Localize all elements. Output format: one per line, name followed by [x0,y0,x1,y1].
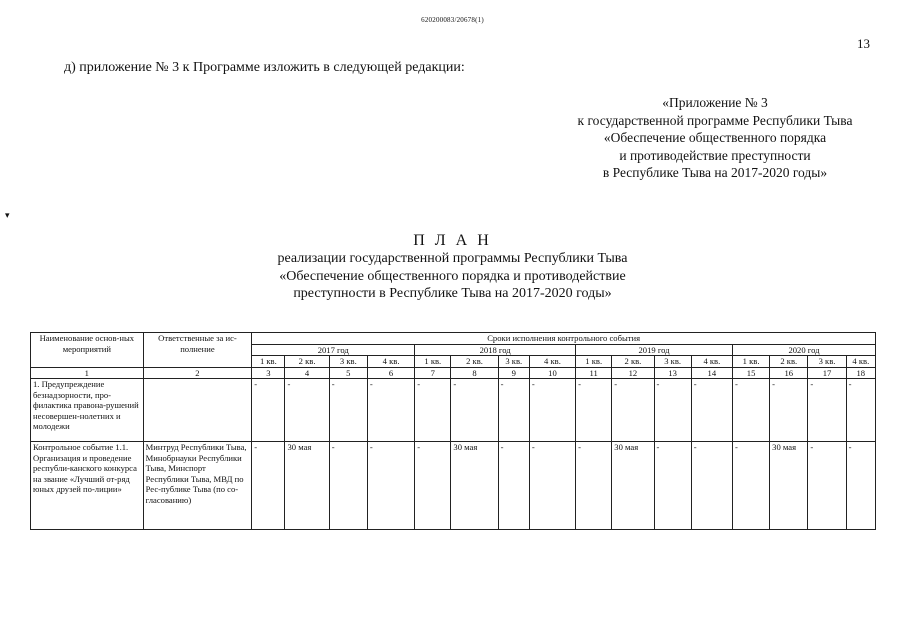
schedule-cell: - [252,379,285,442]
plan-subtitle-line: реализации государственной программы Республики Тыва [277,251,628,266]
column-number: 1 [31,367,144,379]
plan-title: П Л А Н [413,232,492,249]
column-number: 5 [329,367,367,379]
column-number: 6 [367,367,414,379]
header-quarter: 1 кв. [252,356,285,368]
schedule-cell: - [451,379,498,442]
header-quarter: 2 кв. [770,356,808,368]
schedule-cell: - [846,442,875,530]
schedule-cell: 30 мая [451,442,498,530]
responsible [143,379,252,442]
schedule-cell: - [415,442,451,530]
header-quarter: 4 кв. [691,356,732,368]
column-number: 9 [498,367,529,379]
schedule-cell: - [732,379,769,442]
column-number: 8 [451,367,498,379]
schedule-cell: - [498,379,529,442]
header-col-responsible: Ответственные за ис-полнение [143,333,252,368]
schedule-cell: 30 мая [285,442,329,530]
header-quarter: 4 кв. [367,356,414,368]
schedule-cell: - [808,442,846,530]
header-quarter: 1 кв. [415,356,451,368]
activity-name: Контрольное событие 1.1. Организация и проведение республи-канского конкурса на звание «Лучший от-ряд юных друзей по-лиции» [31,442,144,530]
schedule-cell: - [576,442,612,530]
column-number: 11 [576,367,612,379]
header-quarter: 2 кв. [451,356,498,368]
plan-table-body [31,333,876,530]
schedule-cell: - [846,379,875,442]
schedule-cell: - [367,442,414,530]
schedule-cell: - [808,379,846,442]
header-row-period [31,333,876,345]
column-number: 4 [285,367,329,379]
header-year: 2018 год [415,344,576,356]
plan-subtitle-line: преступности в Республике Тыва на 2017-2020 годы» [293,286,612,301]
header-quarter: 3 кв. [808,356,846,368]
column-number: 16 [770,367,808,379]
schedule-cell: - [654,379,691,442]
schedule-cell: - [612,379,654,442]
table-row [31,442,876,530]
header-quarter: 2 кв. [285,356,329,368]
appendix-line: «Обеспечение общественного порядка [603,130,827,145]
header-row-column-numbers [31,367,876,379]
schedule-cell: - [529,442,575,530]
margin-mark: ▾ [5,210,10,220]
schedule-cell: - [654,442,691,530]
header-quarter: 3 кв. [329,356,367,368]
document-id: 620200083/20678(1) [421,16,484,24]
responsible: Минтруд Республики Тыва, Минобрнауки Республики Тыва, Минспорт Республики Тыва, МВД по Рес-публике Тыва (по со-гласованию) [143,442,252,530]
header-quarter: 2 кв. [612,356,654,368]
plan-table [30,332,876,530]
header-col-activities: Наименование основ-ных мероприятий [31,333,144,368]
column-number: 15 [732,367,769,379]
appendix-line: в Республике Тыва на 2017-2020 годы» [602,165,828,180]
table-row [31,379,876,442]
plan-subtitle [160,250,745,303]
schedule-cell: - [576,379,612,442]
schedule-cell: - [770,379,808,442]
appendix-header [520,94,905,182]
schedule-cell: - [529,379,575,442]
plan-subtitle-line: «Обеспечение общественного порядка и противодействие [279,268,626,284]
appendix-line: к государственной программе Республики Тыва [577,112,853,128]
column-number: 14 [691,367,732,379]
schedule-cell: - [415,379,451,442]
appendix-line: и противодействие преступности [619,147,811,163]
schedule-cell: 30 мая [770,442,808,530]
column-number: 7 [415,367,451,379]
column-number: 12 [612,367,654,379]
schedule-cell: 30 мая [612,442,654,530]
header-quarter: 4 кв. [846,356,875,368]
header-quarter: 4 кв. [529,356,575,368]
page-number: 13 [857,36,870,51]
column-number: 18 [846,367,875,379]
schedule-cell: - [252,442,285,530]
header-period: Сроки исполнения контрольного события [252,333,876,345]
header-quarter: 1 кв. [732,356,769,368]
schedule-cell: - [367,379,414,442]
header-quarter: 3 кв. [654,356,691,368]
header-year: 2017 год [252,344,415,356]
header-quarter: 3 кв. [498,356,529,368]
header-year: 2020 год [732,344,875,356]
column-number: 17 [808,367,846,379]
column-number: 2 [143,367,252,379]
header-quarter: 1 кв. [576,356,612,368]
schedule-cell: - [329,379,367,442]
intro-line: д) приложение № 3 к Программе изложить в следующей редакции: [64,60,465,75]
activity-name: 1. Предупреждение безнадзорности, про-филактика правона-рушений несовершен-нолетних и молодежи [31,379,144,442]
column-number: 10 [529,367,575,379]
schedule-cell: - [285,379,329,442]
column-number: 3 [252,367,285,379]
schedule-cell: - [329,442,367,530]
appendix-line: «Приложение № 3 [662,95,768,110]
schedule-cell: - [498,442,529,530]
column-number: 13 [654,367,691,379]
header-year: 2019 год [576,344,733,356]
schedule-cell: - [691,379,732,442]
schedule-cell: - [691,442,732,530]
schedule-cell: - [732,442,769,530]
